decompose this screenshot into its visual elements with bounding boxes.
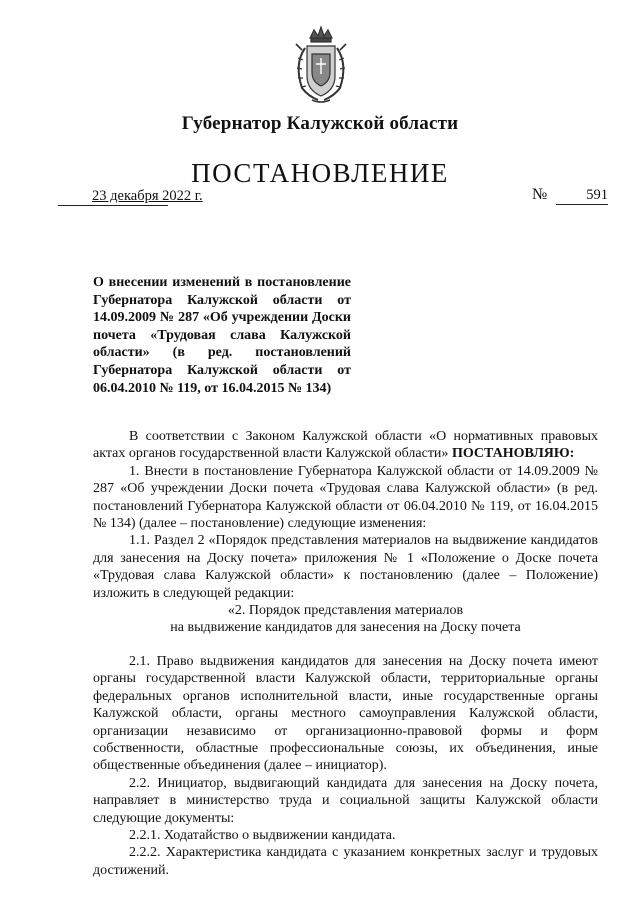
document-number: 591 bbox=[556, 186, 608, 205]
document-body bbox=[93, 428, 598, 879]
spacer bbox=[93, 637, 598, 653]
document-subject: О внесении изменений в постановление Губернатора Калужской области от 14.09.2009 № 287 «Об учреждении Доски почета «Трудовая слава Калужской области» (в ред. постановлений Губернатора Калужской области от 06.04.2010 № 119, от 16.04.2015 № 134) bbox=[93, 275, 351, 396]
document-type-title: ПОСТАНОВЛЕНИЕ bbox=[191, 158, 449, 188]
clause-2-2: 2.2. Инициатор, выдвигающий кандидата для занесения на Доску почета, направляет в министерство труда и социальной защиты Калужской области следующие документы: bbox=[93, 775, 598, 826]
date-underline bbox=[58, 205, 168, 206]
decree-word: ПОСТАНОВЛЯЮ: bbox=[451, 446, 575, 462]
document-date: 23 декабря 2022 г. bbox=[92, 188, 203, 204]
section-title-line-1: «2. Порядок представления материалов bbox=[227, 603, 464, 619]
preamble-paragraph bbox=[93, 428, 598, 463]
number-sign: № bbox=[532, 186, 548, 203]
clause-2-2-2: 2.2.2. Характеристика кандидата с указанием конкретных заслуг и трудовых достижений. bbox=[93, 845, 598, 878]
issuing-authority: Губернатор Калужской области bbox=[181, 113, 459, 134]
clause-2-2-1: 2.2.1. Ходатайство о выдвижении кандидата. bbox=[129, 827, 396, 843]
clause-1: 1. Внести в постановление Губернатора Калужской области от 14.09.2009 № 287 «Об учреждении Доски почета «Трудовая слава Калужской области» (в ред. постановлений Губернатора Калужской области от 06.04.2010 № 119, от 16.04.2015 № 134) (далее – постановление) следующие изменения: bbox=[93, 463, 598, 532]
clause-2-1: 2.1. Право выдвижения кандидатов для занесения на Доску почета имеют органы государственной власти Калужской области, территориальные органы федеральных органов исполнительной власти, иные государственные органы Калужской области, органы местного самоуправления Калужской области, организации независимо от организационно-правовой формы и форм собственности, областные профессиональные союзы, их объединения, иные общественные объединения (далее – инициатор). bbox=[93, 653, 598, 774]
clause-1-1: 1.1. Раздел 2 «Порядок представления материалов на выдвижение кандидатов для занесения на Доску почета» приложения № 1 «Положение о Доске почета «Трудовая слава Калужской области» к постановлению (далее – Положение) изложить в следующей редакции: bbox=[93, 533, 598, 601]
coat-of-arms-emblem bbox=[290, 24, 352, 106]
section-title-line-2: на выдвижение кандидатов для занесения на Доску почета bbox=[170, 620, 521, 636]
preamble-text: В соответствии с Законом Калужской области «О нормативных правовых актах органов государственной власти Калужской области» bbox=[93, 429, 598, 462]
